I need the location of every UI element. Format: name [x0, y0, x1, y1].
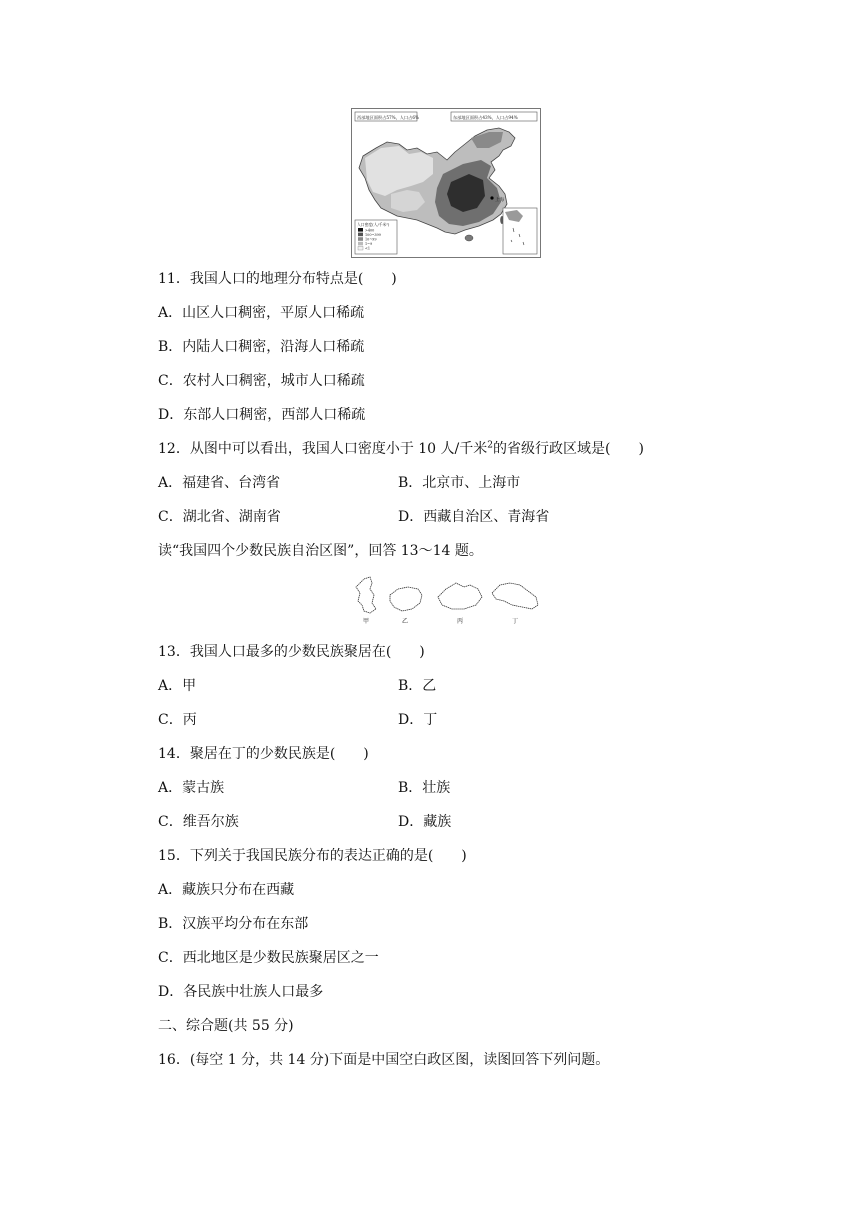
q13-option-a: A．甲 — [158, 678, 197, 694]
q15-stem: 15．下列关于我国民族分布的表达正确的是( ) — [158, 848, 467, 864]
q12-stem-pre: 12．从图中可以看出，我国人口密度小于 10 人/千米 — [158, 441, 488, 457]
q13-option-b: B．乙 — [398, 678, 437, 694]
region-label-ding: 丁 — [512, 618, 519, 625]
q11-option-d: D．东部人口稠密，西部人口稀疏 — [158, 407, 366, 423]
region-label-jia: 甲 — [363, 618, 370, 625]
q14-option-b: B．壮族 — [398, 780, 451, 796]
q12-option-d: D．西藏自治区、青海省 — [398, 509, 550, 525]
q15-option-b: B．汉族平均分布在东部 — [158, 916, 309, 932]
q13-option-c: C．丙 — [158, 712, 197, 728]
q11-option-b: B．内陆人口稠密，沿海人口稀疏 — [158, 339, 365, 355]
legend-west-text: 西部地区面积占57%，人口占6% — [357, 115, 420, 120]
q11-stem: 11．我国人口的地理分布特点是( ) — [158, 271, 397, 287]
q16-stem: 16．(每空 1 分，共 14 分)下面是中国空白政区图，读图回答下列问题。 — [158, 1052, 610, 1068]
legend-item: 10~99 — [365, 237, 377, 242]
region-yi-outline — [390, 587, 422, 611]
q11-option-a: A．山区人口稠密，平原人口稀疏 — [158, 305, 365, 321]
population-density-map — [351, 108, 541, 258]
q12-option-a: A．福建省、台湾省 — [158, 475, 281, 491]
q13-stem: 13．我国人口最多的少数民族聚居在( ) — [158, 644, 425, 660]
q14-option-a: A．蒙古族 — [158, 780, 225, 796]
q12-option-b: B．北京市、上海市 — [398, 475, 521, 491]
q15-option-a: A．藏族只分布在西藏 — [158, 882, 295, 898]
region-ding-outline — [492, 583, 538, 609]
q11-option-c: C．农村人口稠密，城市人口稀疏 — [158, 373, 365, 389]
intro-13-14: 读“我国四个少数民族自治区图”，回答 13～14 题。 — [158, 543, 483, 559]
region-jia-outline — [356, 577, 376, 613]
autonomous-regions-figure — [350, 575, 542, 625]
legend-item: 1~9 — [365, 242, 373, 247]
q12-stem — [158, 440, 644, 458]
q12-option-c: C．湖北省、湖南省 — [158, 509, 281, 525]
legend-title: 人口密度(人/千米²) — [357, 222, 390, 227]
region-label-yi: 乙 — [402, 618, 409, 625]
q12-superscript: 2 — [487, 440, 493, 451]
legend-item: <1 — [365, 246, 370, 251]
legend-east-text: 东部地区面积占43%，人口占94% — [453, 115, 518, 120]
q14-option-c: C．维吾尔族 — [158, 814, 239, 830]
q15-option-d: D．各民族中壮族人口最多 — [158, 984, 324, 1000]
region-bing-outline — [438, 583, 482, 609]
region-label-bing: 丙 — [457, 618, 464, 625]
section-2-heading: 二、综合题(共 55 分) — [158, 1018, 294, 1034]
legend-item: 100~399 — [365, 232, 381, 237]
q12-stem-post: 的省级行政区域是( ) — [492, 441, 644, 457]
q14-option-d: D．藏族 — [398, 814, 452, 830]
q14-stem: 14．聚居在丁的少数民族是( ) — [158, 746, 369, 762]
legend-item: >400 — [365, 228, 375, 233]
q15-option-c: C．西北地区是少数民族聚居区之一 — [158, 950, 379, 966]
shanghai-label: 上海 — [495, 198, 504, 203]
q13-option-d: D．丁 — [398, 712, 438, 728]
